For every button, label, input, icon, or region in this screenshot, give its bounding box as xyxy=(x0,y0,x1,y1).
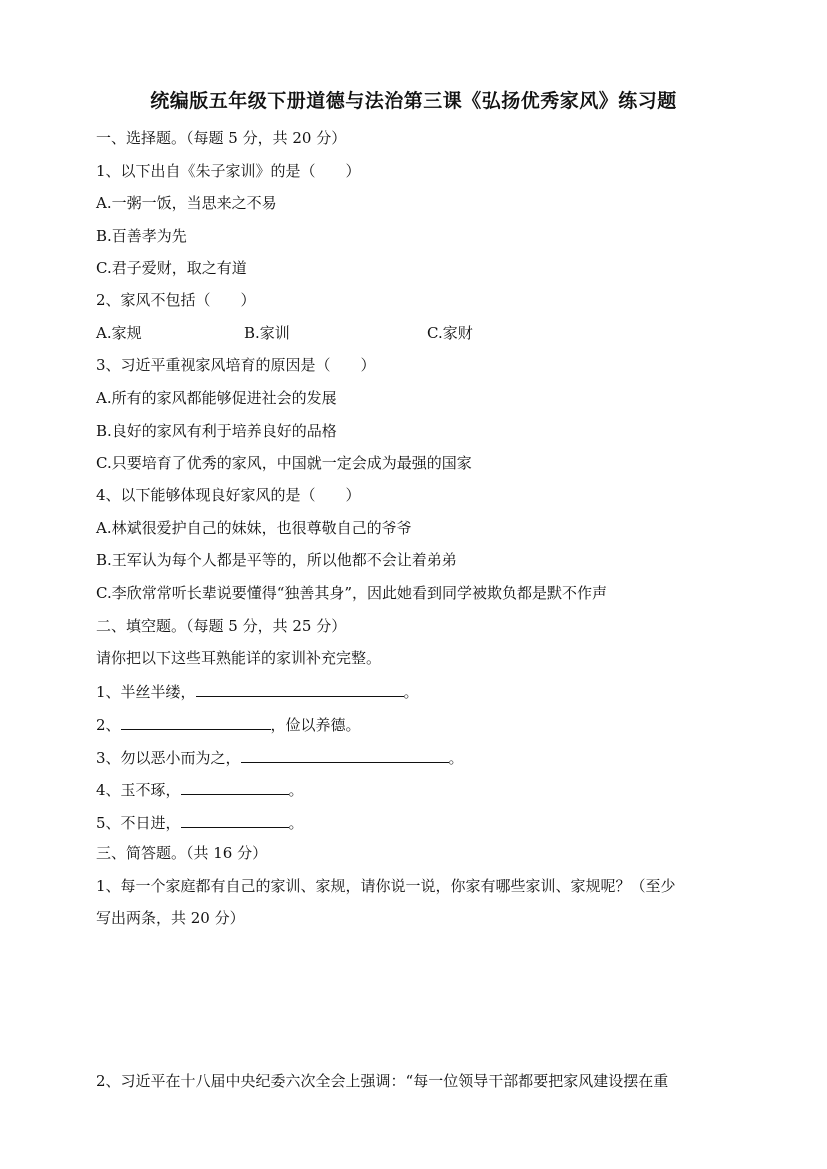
q2-stem: 2、家风不包括（ ） xyxy=(96,291,256,309)
q3-stem: 3、习近平重视家风培育的原因是（ ） xyxy=(96,356,376,374)
fill-item-4-after: 。 xyxy=(288,781,304,799)
s3-q1-line1: 1、每一个家庭都有自己的家训、家规，请你说一说，你家有哪些家训、家规呢？（至少 xyxy=(96,877,676,895)
fill-item-2-after: ，俭以养德。 xyxy=(270,716,361,734)
section2-heading: 二、填空题。（每题 5 分，共 25 分） xyxy=(96,617,347,635)
q3-option-b: B.良好的家风有利于培养良好的品格 xyxy=(96,422,337,440)
section2-instruction: 请你把以下这些耳熟能详的家训补充完整。 xyxy=(96,649,382,667)
page-title: 统编版五年级下册道德与法治第三课《弘扬优秀家风》练习题 xyxy=(150,90,677,112)
section1-heading: 一、选择题。（每题 5 分，共 20 分） xyxy=(96,129,347,147)
q4-option-b: B.王军认为每个人都是平等的，所以他都不会让着弟弟 xyxy=(96,551,457,569)
fill-item-2-before: 2、 xyxy=(96,716,121,734)
q4-option-c: C.李欣常常听长辈说要懂得“独善其身”，因此她看到同学被欺负都是默不作声 xyxy=(96,584,608,602)
fill-item-4-before: 4、玉不琢， xyxy=(96,781,181,799)
fill-item-3 xyxy=(96,746,464,768)
fill-item-5 xyxy=(96,811,304,833)
fill-item-3-before: 3、勿以恶小而为之， xyxy=(96,749,241,767)
q1-option-c: C.君子爱财，取之有道 xyxy=(96,259,247,277)
q3-option-c: C.只要培育了优秀的家风，中国就一定会成为最强的国家 xyxy=(96,454,472,472)
fill-item-5-before: 5、不日进， xyxy=(96,814,181,832)
fill-item-3-after: 。 xyxy=(448,749,464,767)
q1-option-b: B.百善孝为先 xyxy=(96,227,187,245)
fill-item-1 xyxy=(96,680,419,702)
q3-option-a: A.所有的家风都能够促进社会的发展 xyxy=(96,389,337,407)
fill-item-4 xyxy=(96,778,304,800)
s3-q2-line1: 2、习近平在十八届中央纪委六次全会上强调：“每一位领导干部都要把家风建设摆在重 xyxy=(96,1072,669,1090)
fill-blank-5[interactable] xyxy=(181,811,289,828)
q4-option-a: A.林斌很爱护自己的妹妹，也很尊敬自己的爷爷 xyxy=(96,519,412,537)
fill-blank-4[interactable] xyxy=(181,778,289,795)
fill-item-5-after: 。 xyxy=(288,814,304,832)
fill-blank-3[interactable] xyxy=(241,746,449,763)
fill-item-2 xyxy=(96,713,361,735)
q2-option-b: B.家训 xyxy=(244,324,290,342)
fill-blank-1[interactable] xyxy=(196,680,404,697)
q2-option-a: A.家规 xyxy=(96,324,142,342)
q2-option-c: C.家财 xyxy=(427,324,473,342)
q1-option-a: A.一粥一饭，当思来之不易 xyxy=(96,194,277,212)
section3-heading: 三、简答题。（共 16 分） xyxy=(96,844,268,862)
q1-stem: 1、以下出自《朱子家训》的是（ ） xyxy=(96,162,361,180)
fill-item-1-after: 。 xyxy=(403,683,419,701)
fill-item-1-before: 1、半丝半缕， xyxy=(96,683,196,701)
s3-q1-line2: 写出两条，共 20 分） xyxy=(96,909,245,927)
q4-stem: 4、以下能够体现良好家风的是（ ） xyxy=(96,486,361,504)
fill-blank-2[interactable] xyxy=(121,713,271,730)
